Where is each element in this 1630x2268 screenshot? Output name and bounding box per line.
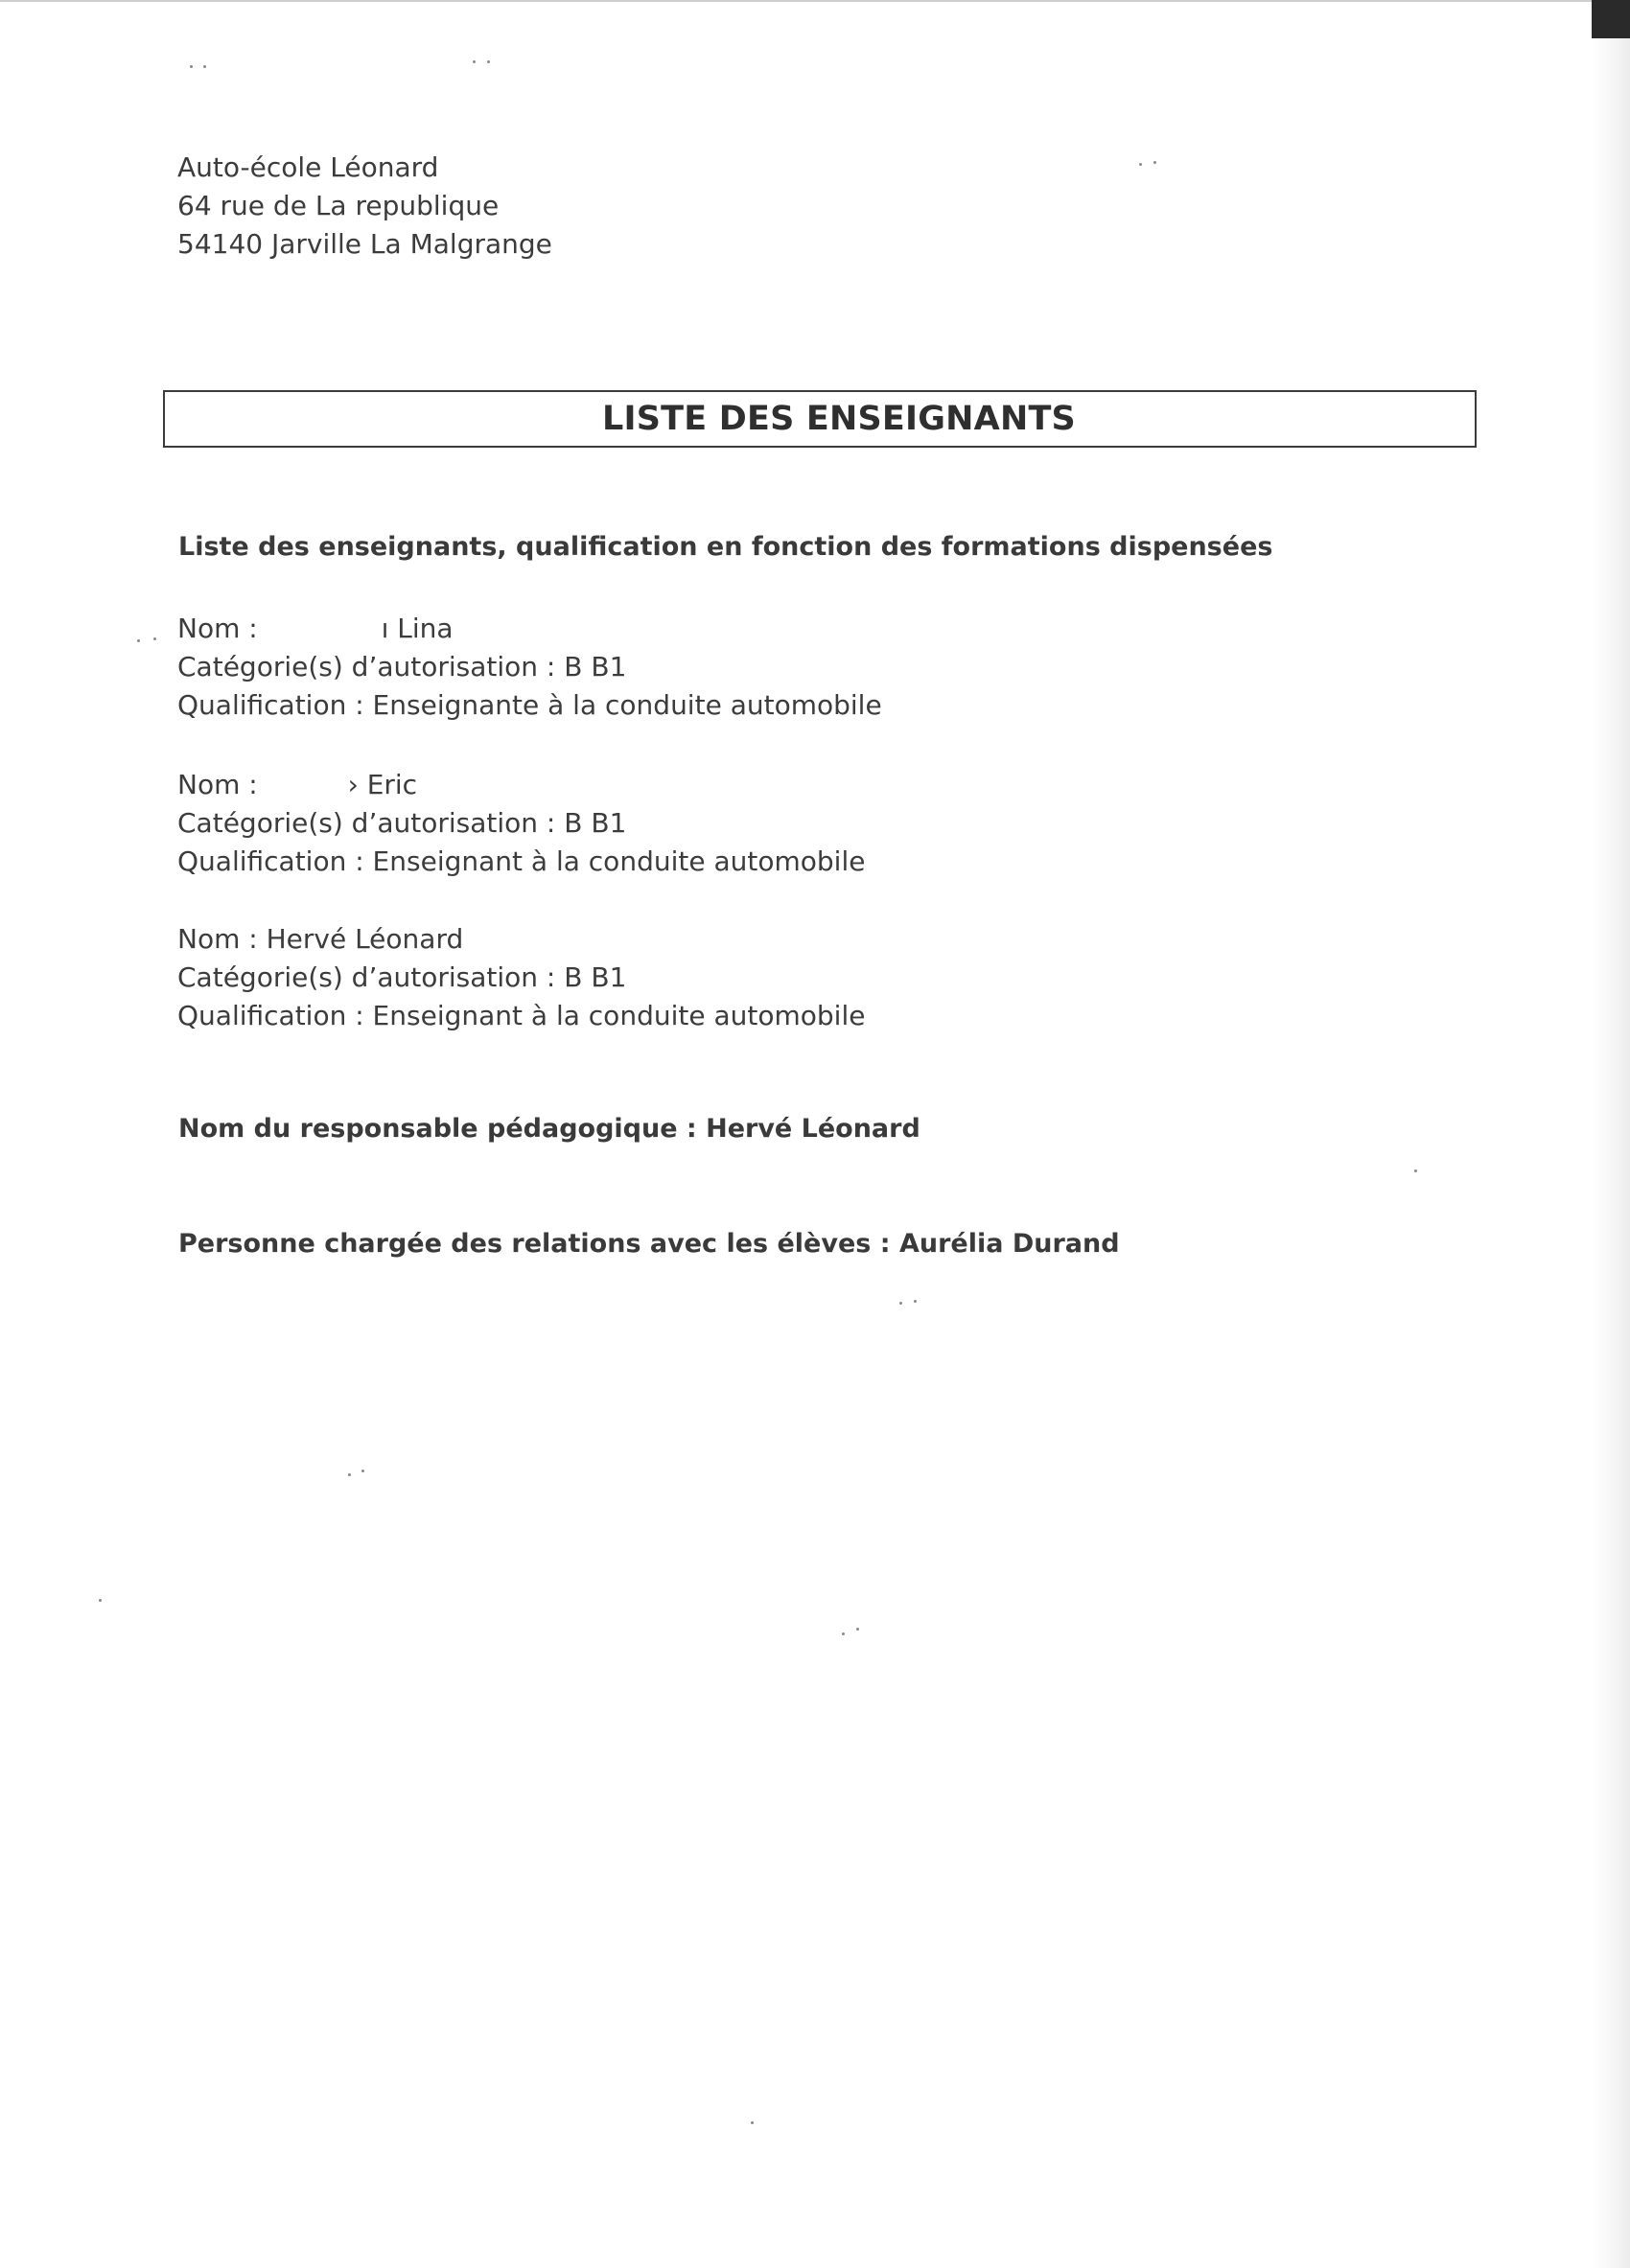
teacher-category: Catégorie(s) d’autorisation : B B1 xyxy=(177,961,627,993)
scan-speck xyxy=(473,60,476,63)
scan-speck xyxy=(203,65,206,68)
scan-speck xyxy=(1153,161,1156,164)
teacher-name-given: ı Lina xyxy=(381,613,454,644)
scan-corner-mark xyxy=(1592,0,1630,38)
teacher-qualification: Qualification : Enseignant à la conduite automobile xyxy=(177,845,866,877)
scan-speck xyxy=(751,2121,754,2124)
scan-speck xyxy=(348,1473,351,1476)
scan-speck xyxy=(137,639,140,642)
redacted-surname xyxy=(267,614,382,641)
teacher-name-label: Nom : xyxy=(177,613,258,644)
scan-speck xyxy=(99,1599,102,1602)
scan-speck xyxy=(361,1470,364,1472)
teacher-name: Nom : Hervé Léonard xyxy=(177,923,464,955)
teacher-entry xyxy=(177,920,865,1035)
teacher-category: Catégorie(s) d’autorisation : B B1 xyxy=(177,651,627,683)
teacher-name xyxy=(177,610,882,648)
address-line-street: 64 rue de La republique xyxy=(177,190,500,221)
teacher-category: Catégorie(s) d’autorisation : B B1 xyxy=(177,807,627,839)
scan-speck xyxy=(153,637,156,640)
document-title-box xyxy=(163,390,1477,448)
pedagogical-lead: Nom du responsable pédagogique : Hervé Léonard xyxy=(178,1114,920,1144)
scan-speck xyxy=(914,1300,917,1303)
teacher-entry xyxy=(177,610,882,725)
scan-speck xyxy=(842,1632,845,1635)
scan-speck xyxy=(1414,1169,1417,1172)
teacher-name-label: Nom : xyxy=(177,769,258,800)
sender-address xyxy=(177,149,552,264)
student-relations-contact: Personne chargée des relations avec les élèves : Aurélia Durand xyxy=(178,1229,1120,1259)
scan-speck xyxy=(856,1628,859,1631)
scan-speck xyxy=(899,1302,902,1305)
teacher-qualification: Qualification : Enseignante à la conduite automobile xyxy=(177,689,882,721)
teacher-entry xyxy=(177,766,865,881)
redacted-surname xyxy=(267,771,348,798)
scan-top-edge xyxy=(0,0,1592,2)
scan-speck xyxy=(1139,163,1142,166)
teacher-qualification: Qualification : Enseignant à la conduite automobile xyxy=(177,1000,866,1031)
teacher-name-given: › Eric xyxy=(347,769,418,800)
scan-right-shadow xyxy=(1592,0,1630,2268)
teacher-name xyxy=(177,766,865,804)
section-subtitle: Liste des enseignants, qualification en fonction des formations dispensées xyxy=(178,532,1273,562)
address-line-city: 54140 Jarville La Malgrange xyxy=(177,228,552,260)
scan-speck xyxy=(487,60,490,63)
document-title: LISTE DES ENSEIGNANTS xyxy=(602,400,1076,438)
address-line-school: Auto-école Léonard xyxy=(177,151,439,183)
scan-speck xyxy=(190,65,193,68)
